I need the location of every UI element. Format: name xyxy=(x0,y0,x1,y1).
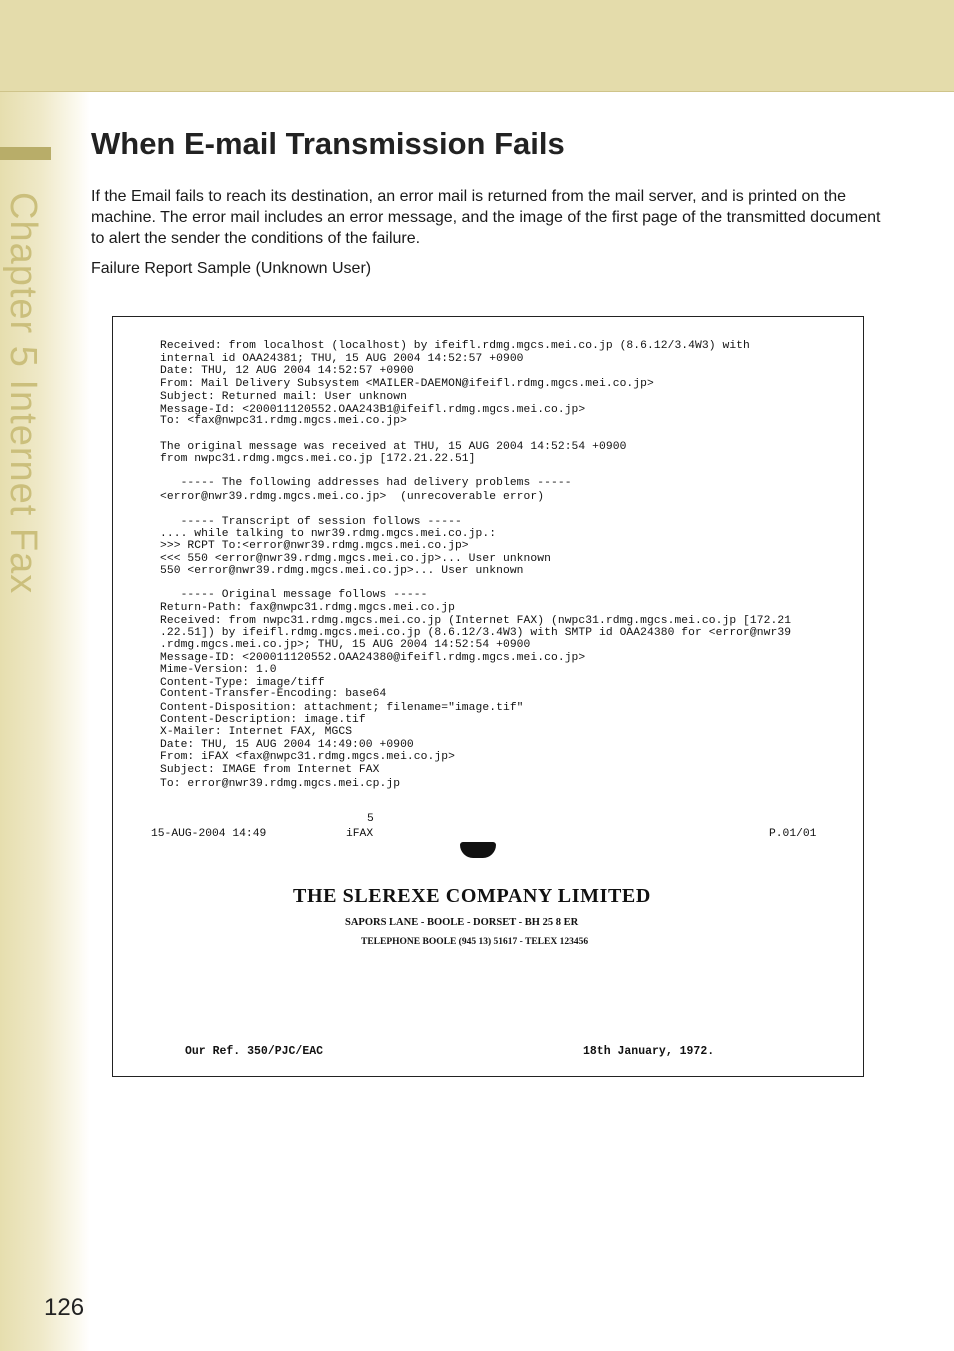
mail-line: <<< 550 <error@nwr39.rdmg.mgcs.mei.co.jp>... User unknown xyxy=(160,553,551,565)
mail-line: Content-Type: image/tiff xyxy=(160,677,325,689)
mail-line: internal id OAA24381; THU, 15 AUG 2004 14:52:57 +0900 xyxy=(160,353,524,365)
mail-line: .... while talking to nwr39.rdmg.mgcs.mei.co.jp.: xyxy=(160,528,497,540)
intro-paragraph: If the Email fails to reach its destination, an error mail is returned from the mail server, and is printed on the machine. The error mail includes an error message, and the image of the first page of the transmitted document to alert the sender the conditions of the failure. xyxy=(91,188,881,247)
mail-line: Subject: IMAGE from Internet FAX xyxy=(160,764,380,776)
page-number: 126 xyxy=(44,1294,85,1321)
mail-line: Message-ID: <200011120552.OAA24380@ifeifl.rdmg.mgcs.mei.co.jp> xyxy=(160,652,586,664)
failure-report-sample xyxy=(112,316,864,1077)
mail-line: Content-Transfer-Encoding: base64 xyxy=(160,688,387,700)
mail-line: <error@nwr39.rdmg.mgcs.mei.co.jp> (unrecoverable error) xyxy=(160,491,545,503)
fax-datetime: 15-AUG-2004 14:49 xyxy=(151,828,267,840)
mail-line: .rdmg.mgcs.mei.co.jp>; THU, 15 AUG 2004 14:52:54 +0900 xyxy=(160,639,531,651)
mail-line: The original message was received at THU, 15 AUG 2004 14:52:54 +0900 xyxy=(160,441,627,453)
chapter-tab-marker xyxy=(0,147,51,160)
mail-line: Subject: Returned mail: User unknown xyxy=(160,391,407,403)
mail-line: Content-Description: image.tif xyxy=(160,714,366,726)
mail-line: from nwpc31.rdmg.mgcs.mei.co.jp [172.21.22.51] xyxy=(160,453,476,465)
mail-line: Mime-Version: 1.0 xyxy=(160,664,277,676)
mail-line: Content-Disposition: attachment; filename="image.tif" xyxy=(160,702,524,714)
header-band xyxy=(0,0,954,92)
company-address: SAPORS LANE - BOOLE - DORSET - BH 25 8 ER xyxy=(345,917,579,928)
mail-line: To: error@nwr39.rdmg.mgcs.mei.cp.jp xyxy=(160,778,401,790)
page-title: When E-mail Transmission Fails xyxy=(91,126,565,161)
fax-sender: iFAX xyxy=(346,828,374,840)
mail-line: Return-Path: fax@nwpc31.rdmg.mgcs.mei.co.jp xyxy=(160,602,455,614)
mail-line: ----- The following addresses had delivery problems ----- xyxy=(160,477,572,489)
mail-line: X-Mailer: Internet FAX, MGCS xyxy=(160,726,353,738)
mail-line: .22.51]) by ifeifl.rdmg.mgcs.mei.co.jp (8.6.12/3.4W3) with SMTP id OAA24380 for <error@nwr39 xyxy=(160,627,792,639)
fax-page-marker: P.01/01 xyxy=(769,828,817,840)
mail-line: ----- Original message follows ----- xyxy=(160,589,428,601)
company-phone: TELEPHONE BOOLE (945 13) 51617 - TELEX 123456 xyxy=(361,937,589,947)
chapter-label: Chapter 5 Internet Fax xyxy=(2,192,44,595)
letter-reference: Our Ref. 350/PJC/EAC xyxy=(185,1045,324,1058)
letter-date: 18th January, 1972. xyxy=(583,1045,715,1058)
mail-line: From: Mail Delivery Subsystem <MAILER-DAEMON@ifeifl.rdmg.mgcs.mei.co.jp> xyxy=(160,378,654,390)
mail-line: From: iFAX <fax@nwpc31.rdmg.mgcs.mei.co.jp> xyxy=(160,751,455,763)
mail-line: Message-Id: <200011120552.OAA243B1@ifeifl.rdmg.mgcs.mei.co.jp> xyxy=(160,404,586,416)
company-name: THE SLEREXE COMPANY LIMITED xyxy=(293,885,651,907)
mail-line: ----- Transcript of session follows ----- xyxy=(160,516,462,528)
mail-line: Received: from localhost (localhost) by ifeifl.rdmg.mgcs.mei.co.jp (8.6.12/3.4W3) with xyxy=(160,340,750,352)
mail-line: Date: THU, 12 AUG 2004 14:52:57 +0900 xyxy=(160,365,414,377)
mail-line: Date: THU, 15 AUG 2004 14:49:00 +0900 xyxy=(160,739,414,751)
fax-page-count: 5 xyxy=(367,813,374,825)
mail-line: >>> RCPT To:<error@nwr39.rdmg.mgcs.mei.co.jp> xyxy=(160,540,469,552)
mail-line: 550 <error@nwr39.rdmg.mgcs.mei.co.jp>... User unknown xyxy=(160,565,524,577)
letterhead-logo-icon xyxy=(460,842,496,858)
figure-caption: Failure Report Sample (Unknown User) xyxy=(91,260,372,277)
mail-line: Received: from nwpc31.rdmg.mgcs.mei.co.jp (Internet FAX) (nwpc31.rdmg.mgcs.mei.co.jp [172.21 xyxy=(160,615,792,627)
mail-line: To: <fax@nwpc31.rdmg.mgcs.mei.co.jp> xyxy=(160,415,407,427)
